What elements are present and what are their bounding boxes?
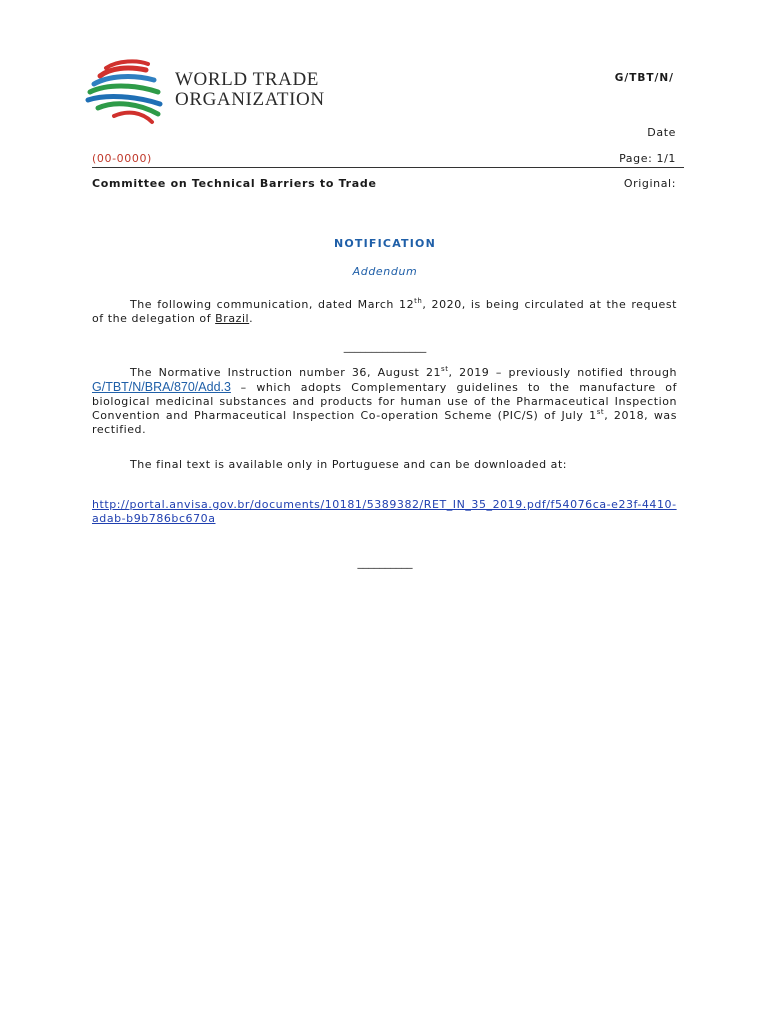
page-indicator: Page: 1/1: [619, 152, 676, 165]
header-divider: [92, 167, 684, 168]
delegation-country: Brazil: [215, 312, 250, 325]
org-name-line1: WORLD TRADE: [175, 69, 319, 90]
para1-text: The following communication, dated March 12: [130, 298, 415, 311]
para2-part2: , 2019 – previously notified through: [448, 366, 677, 379]
organization-name: [175, 70, 325, 109]
document-reference: G/TBT/N/: [614, 72, 674, 84]
wto-emblem-icon: [84, 56, 164, 130]
para2-part4: , 2018, was rectified.: [92, 409, 677, 436]
para2-part1: The Normative Instruction number 36, August 21: [130, 366, 442, 379]
org-name-line2: ORGANIZATION: [175, 89, 325, 110]
para1-end: .: [249, 312, 254, 325]
original-language: Original:: [623, 177, 676, 190]
communication-paragraph: [92, 298, 677, 326]
separator-line: _______________: [343, 340, 427, 353]
para1-middle: , 2020, is being circulated at the request of the delegation of: [92, 298, 678, 325]
notification-heading: NOTIFICATION: [333, 237, 437, 250]
committee-name: Committee on Technical Barriers to Trade: [92, 177, 377, 190]
para2-part3: – which adopts Complementary guidelines to the manufacture of biological medicinal substances and products for human use of the Pharmaceutical Inspection Convention and Pharmaceutical Inspection Co-operation Scheme (PIC/S) of July 1: [92, 381, 677, 422]
availability-paragraph: [92, 458, 677, 472]
para2-superscript-1: st: [441, 365, 449, 373]
para2-superscript-2: st: [596, 408, 605, 416]
document-date: Date: [647, 126, 676, 139]
wto-logo: [84, 56, 334, 130]
download-url-link[interactable]: http://portal.anvisa.gov.br/documents/10181/5389382/RET_IN_35_2019.pdf/f54076ca-e23f-4410-adab-b9b786bc670a: [92, 498, 677, 525]
end-separator: __________: [357, 556, 413, 569]
notification-reference-link[interactable]: G/TBT/N/BRA/870/Add.3: [92, 380, 231, 394]
document-number: (00-0000): [92, 152, 152, 165]
availability-text: The final text is available only in Portuguese and can be downloaded at:: [130, 458, 568, 471]
para1-superscript: th: [414, 297, 423, 305]
addendum-subheading: Addendum: [352, 265, 418, 278]
instruction-paragraph: [92, 366, 677, 437]
